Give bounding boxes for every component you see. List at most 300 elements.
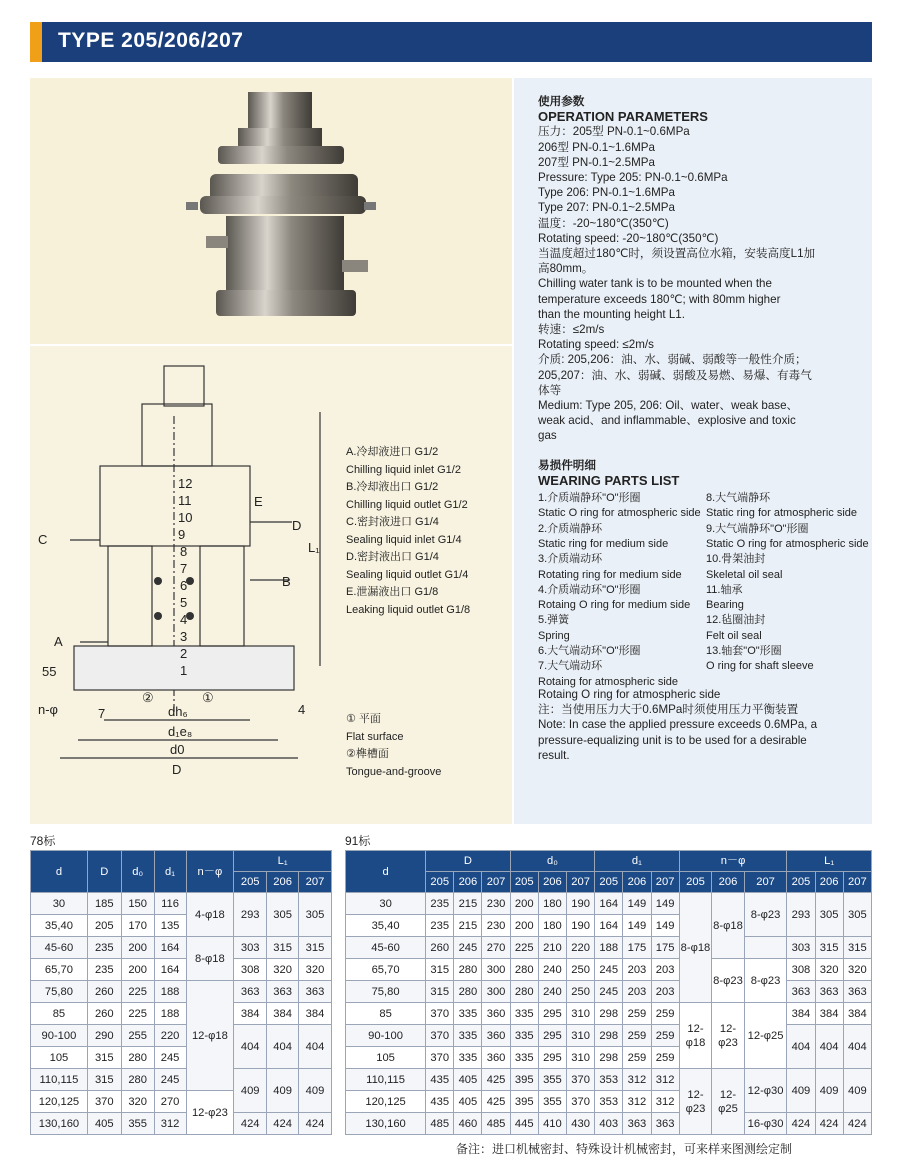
- n-phi-cell: 12-φ18: [679, 1003, 712, 1069]
- table-cell: 175: [651, 937, 679, 959]
- wear-title-cn: 易损件明细: [538, 458, 596, 472]
- wear-notes: [538, 687, 868, 763]
- wear-item: 7.大气端动环: [538, 660, 603, 673]
- table-cell: 259: [623, 1003, 651, 1025]
- wear-item: 12.毡圈油封: [706, 614, 766, 627]
- seal-photo-image: [30, 78, 512, 344]
- table-cell: 335: [510, 1025, 538, 1047]
- table-row: [31, 1003, 332, 1025]
- table-cell: 310: [567, 1047, 595, 1069]
- table-row: [31, 1025, 332, 1047]
- param-line: 温度：-20~180℃(350℃): [538, 216, 669, 230]
- dim-7: 7: [98, 706, 106, 721]
- l1-cell: 305: [299, 893, 332, 937]
- col-n-phi: n－φ: [679, 851, 787, 872]
- surface-legend-line: Flat surface: [346, 730, 404, 743]
- wear-note-line: 注：当使用压力大于0.6MPa时须使用压力平衡装置: [538, 703, 799, 717]
- table-cell: 335: [454, 1003, 482, 1025]
- params-lines: [538, 124, 868, 443]
- table-cell: 235: [87, 937, 121, 959]
- footer-note: 备注：进口机械密封、特殊设计机械密封，可来样来图测绘定制: [456, 1142, 793, 1156]
- l1-cell: 315: [815, 937, 843, 959]
- param-line: weak acid、and inflammable、explosive and toxic: [538, 414, 796, 428]
- part-num-1: 1: [180, 663, 188, 678]
- port-e-label: E: [254, 494, 263, 509]
- wear-item: O ring for shaft sleeve: [706, 660, 814, 673]
- table-row: [346, 981, 872, 1003]
- wear-item: 9.大气端静环"O"形圈: [706, 522, 809, 535]
- col-sub-206: 206: [815, 872, 843, 893]
- table-cell: 445: [510, 1113, 538, 1135]
- col-D: D: [87, 851, 121, 893]
- table-cell: 150: [121, 893, 154, 915]
- param-line: 体等: [538, 383, 562, 397]
- n-phi-cell: 8-φ23: [744, 959, 787, 1003]
- wear-title-en: WEARING PARTS LIST: [538, 472, 680, 488]
- surface-marker-1: ①: [202, 690, 214, 705]
- legend-line: Leaking liquid outlet G1/8: [346, 603, 471, 616]
- table-cell: 335: [510, 1003, 538, 1025]
- table-cell: 335: [454, 1025, 482, 1047]
- wear-item: 5.弹簧: [538, 614, 570, 627]
- n-phi-cell: 4-φ18: [186, 893, 234, 937]
- table-cell: 30: [346, 893, 426, 915]
- param-line: Medium: Type 205, 206: Oil、water、weak base、: [538, 399, 799, 413]
- table-cell: 298: [595, 1025, 623, 1047]
- wear-item: Static ring for medium side: [538, 537, 669, 550]
- surface-legend-line: Tongue-and-groove: [346, 765, 442, 778]
- table-cell: 370: [87, 1091, 121, 1113]
- n-phi-cell: 8-φ23: [744, 893, 787, 937]
- l1-cell: 305: [843, 893, 871, 937]
- l1-cell: 409: [267, 1069, 299, 1113]
- table-cell: 259: [623, 1047, 651, 1069]
- table-cell: 295: [538, 1003, 566, 1025]
- col-d0: d₀: [121, 851, 154, 893]
- col-l1: L₁: [234, 851, 332, 872]
- wear-item: Static O ring for atmospheric side: [706, 537, 869, 550]
- table-cell: 135: [154, 915, 186, 937]
- legend-line: E.泄漏液出口 G1/8: [346, 586, 439, 598]
- table-cell: 353: [595, 1091, 623, 1113]
- product-photo: [30, 78, 512, 344]
- col-sub-207: 207: [482, 872, 510, 893]
- table-cell: 30: [31, 893, 88, 915]
- table-cell: 312: [623, 1069, 651, 1091]
- l1-cell: 303: [787, 937, 815, 959]
- table-cell: 295: [538, 1025, 566, 1047]
- wear-item: 3.介质端动环: [538, 553, 603, 566]
- table-cell: 260: [87, 1003, 121, 1025]
- l1-cell: 384: [815, 1003, 843, 1025]
- n-phi-cell: 12-φ25: [712, 1069, 745, 1135]
- table-cell: 353: [595, 1069, 623, 1091]
- l1-cell: 320: [267, 959, 299, 981]
- table-cell: 355: [121, 1113, 154, 1135]
- table-cell: 220: [567, 937, 595, 959]
- wear-item: 2.介质端静环: [538, 522, 603, 535]
- table-cell: 180: [538, 893, 566, 915]
- col-sub-205: 205: [595, 872, 623, 893]
- dim-d1e8: d₁e₈: [168, 724, 193, 739]
- table-cell: 403: [595, 1113, 623, 1135]
- table-cell: 335: [454, 1047, 482, 1069]
- table-row: [31, 959, 332, 981]
- table-cell: 312: [623, 1091, 651, 1113]
- col-sub-205: 205: [426, 872, 454, 893]
- table-row: [31, 1113, 332, 1135]
- table-row: [346, 959, 872, 981]
- table-cell: 105: [346, 1047, 426, 1069]
- table-cell: 290: [87, 1025, 121, 1047]
- col-sub-205: 205: [787, 872, 815, 893]
- l1-cell: 315: [267, 937, 299, 959]
- col-sub-207: 207: [843, 872, 871, 893]
- param-line: Pressure: Type 205: PN-0.1~0.6MPa: [538, 171, 728, 185]
- param-line: 当温度超过180℃时，须设置高位水箱，安装高度L1加: [538, 247, 816, 261]
- l1-cell: 315: [299, 937, 332, 959]
- l1-cell: 320: [815, 959, 843, 981]
- table-cell: 210: [538, 937, 566, 959]
- l1-cell: 308: [234, 959, 267, 981]
- table-cell: 405: [454, 1069, 482, 1091]
- table-cell: 65,70: [31, 959, 88, 981]
- l1-cell: 384: [843, 1003, 871, 1025]
- l1-cell: 409: [843, 1069, 871, 1113]
- table-cell: 245: [154, 1069, 186, 1091]
- table-cell: 460: [454, 1113, 482, 1135]
- l1-cell: 404: [234, 1025, 267, 1069]
- dim-55: 55: [42, 664, 57, 679]
- l1-cell: 320: [843, 959, 871, 981]
- param-line: than the mounting height L1.: [538, 307, 685, 321]
- table-cell: 110,115: [31, 1069, 88, 1091]
- wear-note-line: Note: In case the applied pressure exceeds 0.6MPa, a: [538, 718, 818, 732]
- legend-line: B.冷却液出口 G1/2: [346, 481, 439, 493]
- n-phi-cell: 12-φ23: [679, 1069, 712, 1135]
- wear-item: Static O ring for atmospheric side: [538, 507, 701, 520]
- l1-cell: 424: [787, 1113, 815, 1135]
- table-row: [346, 1025, 872, 1047]
- table-row: [31, 937, 332, 959]
- n-phi-cell: 16-φ30: [744, 1113, 787, 1135]
- l1-cell: 384: [267, 1003, 299, 1025]
- table-cell: 370: [426, 1003, 454, 1025]
- param-line: 205,207：油、水、弱碱、弱酸及易燃、易爆、有毒气: [538, 368, 812, 382]
- table-cell: 164: [154, 959, 186, 981]
- col-D: D: [426, 851, 511, 872]
- l1-cell: 404: [815, 1025, 843, 1069]
- table-cell: 485: [426, 1113, 454, 1135]
- col-d1: d₁: [154, 851, 186, 893]
- param-line: Rotating speed: ≤2m/s: [538, 338, 654, 352]
- table-cell: 259: [651, 1025, 679, 1047]
- table-cell: 235: [87, 959, 121, 981]
- wear-item: 8.大气端静环: [706, 492, 771, 505]
- table-cell: 310: [567, 1003, 595, 1025]
- table-cell: 300: [482, 981, 510, 1003]
- table-cell: 245: [154, 1047, 186, 1069]
- table-cell: 190: [567, 893, 595, 915]
- table-cell: 280: [454, 959, 482, 981]
- param-line: Rotating speed: -20~180℃(350℃): [538, 231, 719, 245]
- l1-cell: 363: [267, 981, 299, 1003]
- table-row: [31, 1069, 332, 1091]
- table-cell: 280: [121, 1069, 154, 1091]
- l1-cell: 363: [843, 981, 871, 1003]
- table-cell: 120,125: [346, 1091, 426, 1113]
- table-78-label: 78标: [30, 834, 56, 848]
- col-sub-206: 206: [454, 872, 482, 893]
- table-cell: 188: [154, 981, 186, 1003]
- table-cell: 280: [121, 1047, 154, 1069]
- table-cell: 360: [482, 1047, 510, 1069]
- wear-note-line: pressure-equalizing unit is to be used for a desirable: [538, 733, 807, 747]
- table-cell: 245: [595, 959, 623, 981]
- table-cell: 90-100: [346, 1025, 426, 1047]
- table-cell: 180: [538, 915, 566, 937]
- table-cell: 65,70: [346, 959, 426, 981]
- table-cell: 280: [510, 981, 538, 1003]
- col-l1-205: 205: [234, 872, 267, 893]
- table-91: [345, 850, 872, 1135]
- n-phi-cell: 8-φ18: [679, 893, 712, 1003]
- l1-cell: 409: [234, 1069, 267, 1113]
- table-cell: 188: [595, 937, 623, 959]
- table-cell: 250: [567, 981, 595, 1003]
- dim-l1: L₁: [308, 540, 320, 555]
- n-phi-cell: 8-φ23: [712, 959, 745, 1003]
- legend-line: C.密封液进口 G1/4: [346, 516, 439, 528]
- table-cell: 225: [121, 981, 154, 1003]
- table-cell: 315: [426, 981, 454, 1003]
- table-cell: 320: [121, 1091, 154, 1113]
- table-cell: 110,115: [346, 1069, 426, 1091]
- wear-item: 10.骨架油封: [706, 553, 766, 566]
- col-n-phi: n－φ: [186, 851, 234, 893]
- param-line: 介质: 205,206：油、水、弱碱、弱酸等一般性介质；: [538, 353, 807, 367]
- part-num-8: 8: [180, 544, 188, 559]
- l1-cell: 315: [843, 937, 871, 959]
- table-cell: 200: [510, 915, 538, 937]
- table-cell: 312: [651, 1091, 679, 1113]
- part-num-7: 7: [180, 561, 188, 576]
- l1-cell: 404: [843, 1025, 871, 1069]
- table-cell: 300: [482, 959, 510, 981]
- table-cell: 270: [482, 937, 510, 959]
- wear-item: Skeletal oil seal: [706, 568, 783, 581]
- l1-cell: 424: [234, 1113, 267, 1135]
- table-cell: 312: [651, 1069, 679, 1091]
- param-line: temperature exceeds 180℃; with 80mm higher: [538, 292, 781, 306]
- n-phi-cell: 12-φ23: [186, 1091, 234, 1135]
- table-cell: 260: [87, 981, 121, 1003]
- part-num-6: 6: [180, 578, 188, 593]
- table-cell: 410: [538, 1113, 566, 1135]
- table-cell: 395: [510, 1091, 538, 1113]
- part-num-2: 2: [180, 646, 188, 661]
- table-cell: 105: [31, 1047, 88, 1069]
- table-cell: 260: [426, 937, 454, 959]
- table-cell: 425: [482, 1091, 510, 1113]
- table-cell: 360: [482, 1025, 510, 1047]
- table-cell: 200: [121, 959, 154, 981]
- wear-item: Rotaing for atmospheric side: [538, 675, 679, 688]
- part-num-12: 12: [178, 476, 193, 491]
- table-cell: 45-60: [31, 937, 88, 959]
- l1-cell: 363: [234, 981, 267, 1003]
- table-row: [346, 893, 872, 915]
- table-cell: 280: [454, 981, 482, 1003]
- page-title: TYPE 205/206/207: [58, 29, 244, 52]
- table-cell: 203: [623, 981, 651, 1003]
- table-cell: 175: [623, 937, 651, 959]
- table-cell: 259: [623, 1025, 651, 1047]
- l1-cell: 293: [787, 893, 815, 937]
- wear-col-2: [706, 491, 869, 675]
- table-cell: 225: [121, 1003, 154, 1025]
- legend-line: Sealing liquid inlet G1/4: [346, 533, 462, 546]
- l1-cell: 363: [299, 981, 332, 1003]
- table-cell: 259: [651, 1047, 679, 1069]
- table-cell: 245: [454, 937, 482, 959]
- n-phi-cell: 12-φ18: [186, 981, 234, 1091]
- table-row: [31, 981, 332, 1003]
- table-cell: 203: [651, 959, 679, 981]
- table-row: [346, 937, 872, 959]
- wear-item: 6.大气端动环"O"形圈: [538, 645, 641, 658]
- l1-cell: 424: [843, 1113, 871, 1135]
- n-phi-cell: 12-φ25: [744, 1003, 787, 1069]
- table-cell: 190: [567, 915, 595, 937]
- l1-cell: 404: [267, 1025, 299, 1069]
- table-cell: 435: [426, 1091, 454, 1113]
- col-sub-205: 205: [679, 872, 712, 893]
- n-phi-cell: [744, 937, 787, 959]
- surface-legend-line: ②榫槽面: [346, 748, 389, 760]
- wear-item: 13.轴套"O"形圈: [706, 645, 782, 658]
- table-cell: 205: [87, 915, 121, 937]
- l1-cell: 409: [815, 1069, 843, 1113]
- l1-cell: 424: [299, 1113, 332, 1135]
- table-cell: 315: [87, 1047, 121, 1069]
- table-cell: 120,125: [31, 1091, 88, 1113]
- table-cell: 149: [623, 915, 651, 937]
- l1-cell: 384: [234, 1003, 267, 1025]
- dim-D: D: [172, 762, 182, 777]
- table-cell: 425: [482, 1069, 510, 1091]
- legend-line: Chilling liquid inlet G1/2: [346, 463, 461, 476]
- table-cell: 164: [154, 937, 186, 959]
- dim-d0: d0: [170, 742, 185, 757]
- table-cell: 485: [482, 1113, 510, 1135]
- surface-marker-2: ②: [142, 690, 154, 705]
- l1-cell: 404: [299, 1025, 332, 1069]
- dim-dh6: dh₆: [168, 704, 188, 719]
- table-cell: 203: [623, 959, 651, 981]
- part-num-4: 4: [180, 612, 188, 627]
- table-cell: 230: [482, 893, 510, 915]
- params-title-en: OPERATION PARAMETERS: [538, 109, 708, 125]
- param-line: 207型 PN-0.1~2.5MPa: [538, 155, 655, 169]
- wear-item: Rotating ring for medium side: [538, 568, 682, 581]
- table-cell: 280: [510, 959, 538, 981]
- parameters-panel: [514, 78, 872, 824]
- legend-line: Chilling liquid outlet G1/2: [346, 498, 468, 511]
- table-cell: 435: [426, 1069, 454, 1091]
- legend-line: A.冷却液进口 G1/2: [346, 446, 439, 458]
- table-row: [346, 1113, 872, 1135]
- table-cell: 395: [510, 1069, 538, 1091]
- table-cell: 310: [567, 1025, 595, 1047]
- n-phi-cell: 12-φ23: [712, 1003, 745, 1069]
- l1-cell: 363: [815, 981, 843, 1003]
- l1-cell: 404: [787, 1025, 815, 1069]
- table-row: [346, 1003, 872, 1025]
- table-cell: 270: [154, 1091, 186, 1113]
- legend-line: Sealing liquid outlet G1/4: [346, 568, 469, 581]
- param-line: 高80mm。: [538, 262, 594, 276]
- port-b-label: B: [282, 574, 291, 589]
- table-cell: 245: [595, 981, 623, 1003]
- table-cell: 75,80: [346, 981, 426, 1003]
- port-a-label: A: [54, 634, 63, 649]
- table-cell: 90-100: [31, 1025, 88, 1047]
- table-row: [346, 1069, 872, 1091]
- col-sub-206: 206: [712, 872, 745, 893]
- table-cell: 35,40: [346, 915, 426, 937]
- table-cell: 230: [482, 915, 510, 937]
- title-bar: [30, 22, 872, 62]
- col-sub-207: 207: [651, 872, 679, 893]
- table-cell: 149: [651, 915, 679, 937]
- col-l1-206: 206: [267, 872, 299, 893]
- wear-item: Felt oil seal: [706, 629, 762, 642]
- table-cell: 225: [510, 937, 538, 959]
- wear-item: Static ring for atmospheric side: [706, 507, 858, 520]
- dim-n-phi: n-φ: [38, 702, 58, 717]
- table-cell: 315: [87, 1069, 121, 1091]
- table-cell: 430: [567, 1113, 595, 1135]
- table-cell: 149: [623, 893, 651, 915]
- col-l1: L₁: [787, 851, 872, 872]
- port-legend: [346, 444, 470, 781]
- table-cell: 200: [121, 937, 154, 959]
- table-cell: 240: [538, 959, 566, 981]
- table-cell: 405: [87, 1113, 121, 1135]
- col-d: d: [346, 851, 426, 893]
- part-num-3: 3: [180, 629, 188, 644]
- table-cell: 295: [538, 1047, 566, 1069]
- table-cell: 405: [454, 1091, 482, 1113]
- part-num-5: 5: [180, 595, 188, 610]
- table-cell: 255: [121, 1025, 154, 1047]
- table-cell: 185: [87, 893, 121, 915]
- table-cell: 250: [567, 959, 595, 981]
- col-d1: d₁: [595, 851, 680, 872]
- part-num-11: 11: [178, 493, 192, 508]
- table-cell: 85: [346, 1003, 426, 1025]
- table-cell: 203: [651, 981, 679, 1003]
- table-cell: 35,40: [31, 915, 88, 937]
- table-cell: 116: [154, 893, 186, 915]
- table-cell: 235: [426, 893, 454, 915]
- table-cell: 312: [154, 1113, 186, 1135]
- wear-item: Bearing: [706, 599, 744, 612]
- table-cell: 370: [426, 1025, 454, 1047]
- col-d0: d₀: [510, 851, 595, 872]
- table-cell: 45-60: [346, 937, 426, 959]
